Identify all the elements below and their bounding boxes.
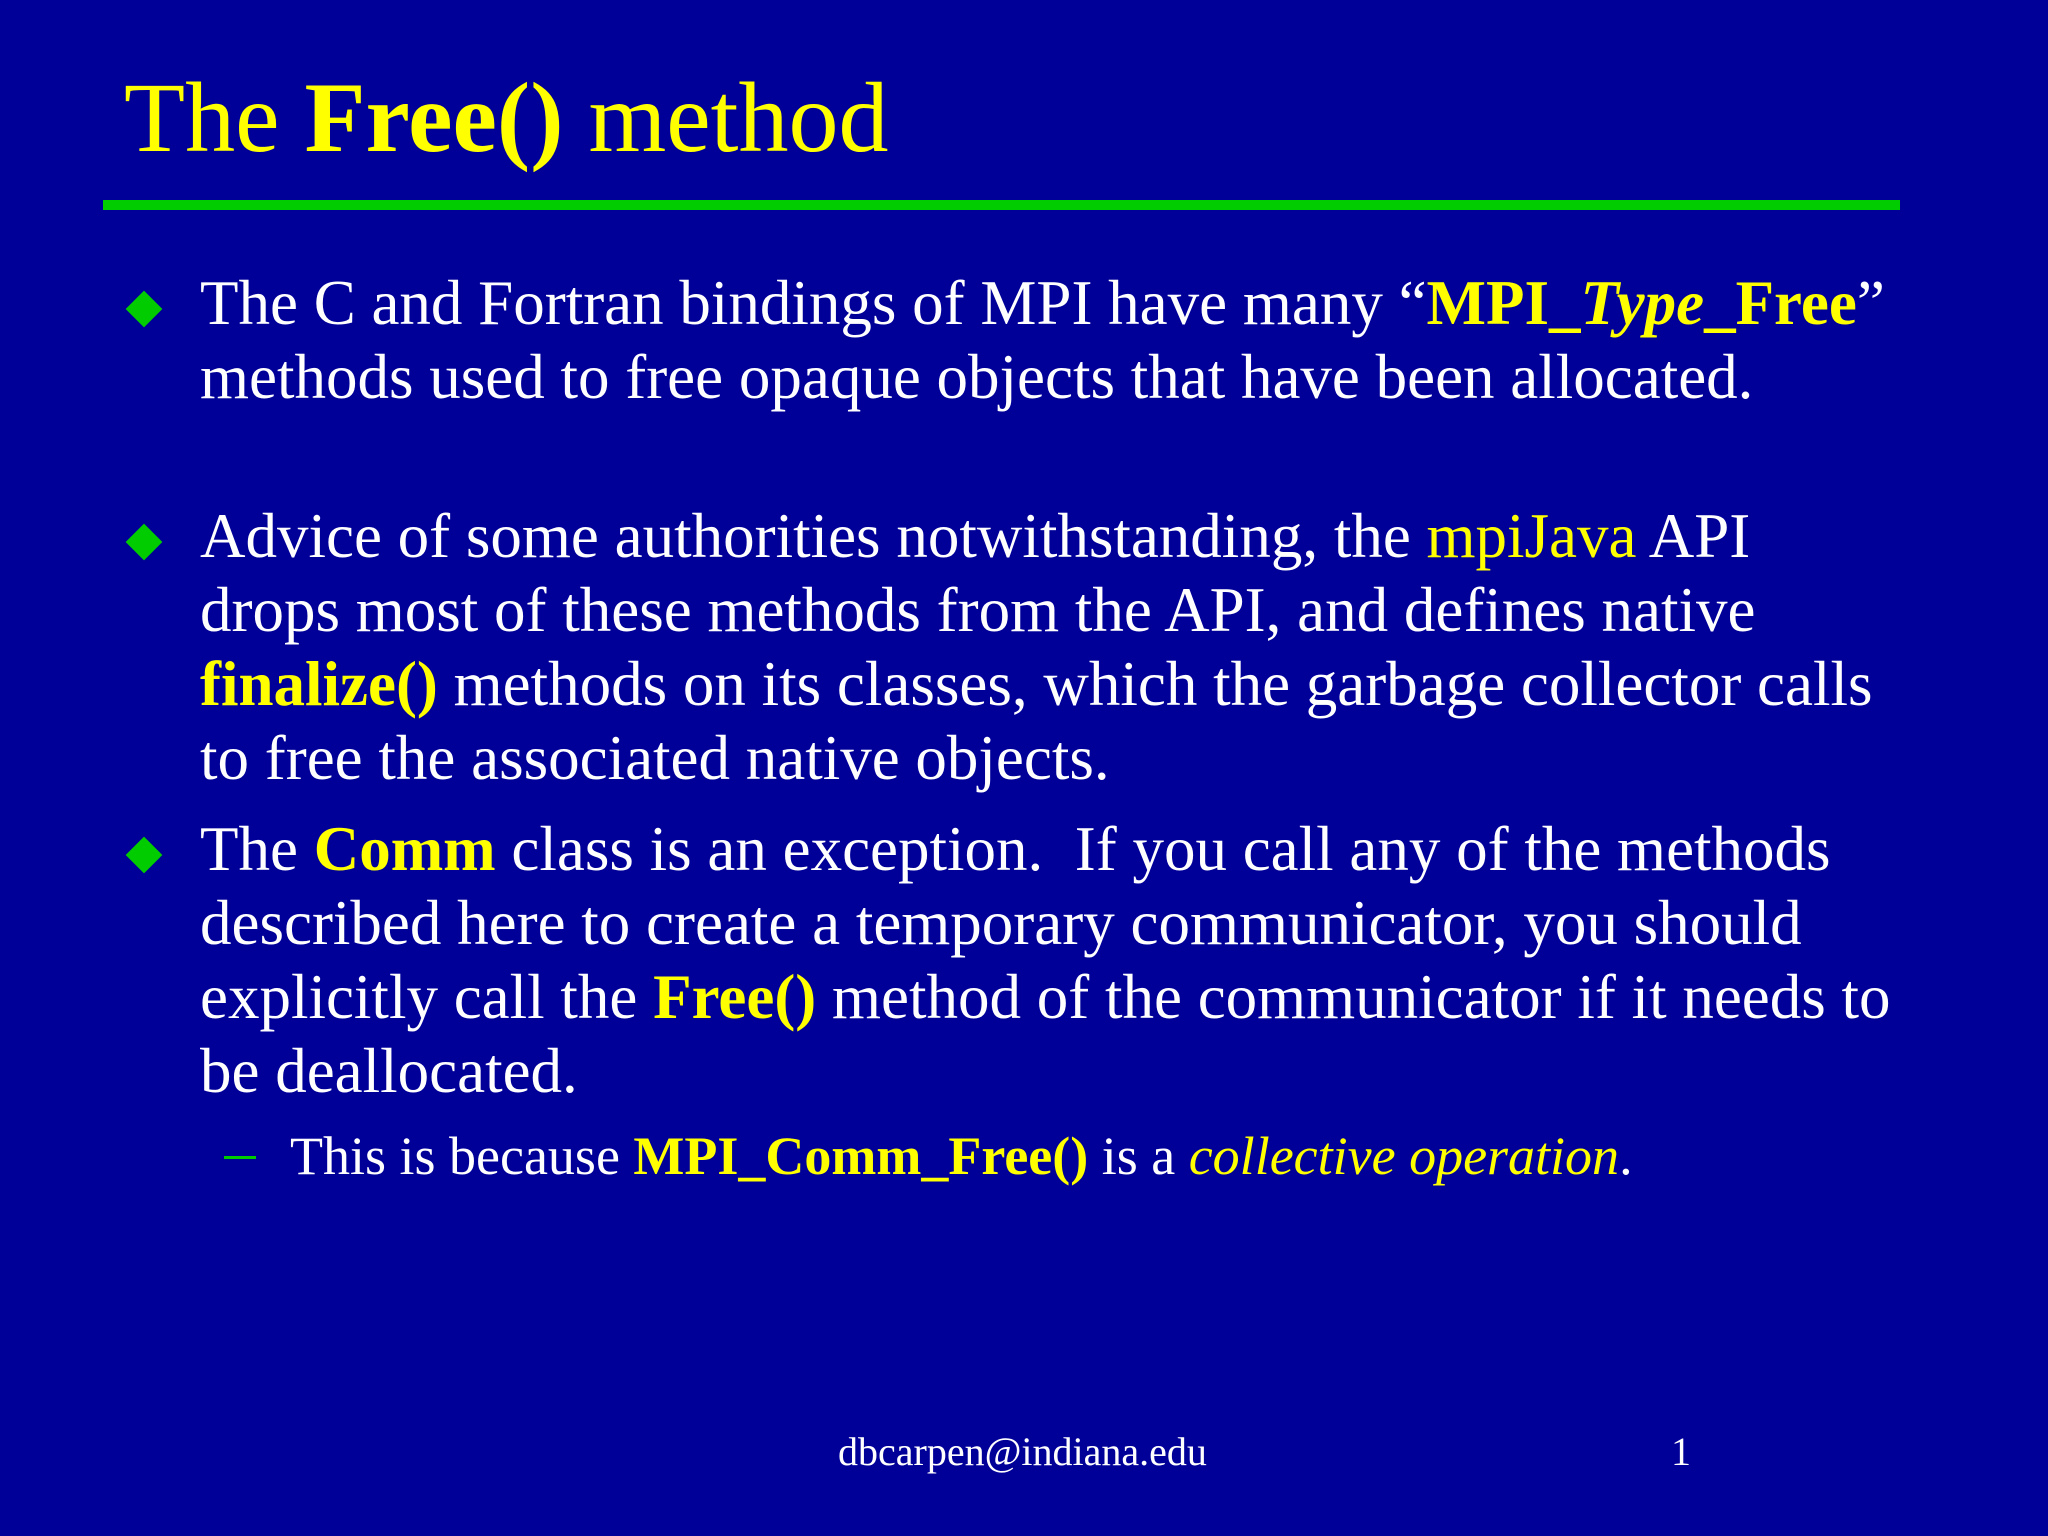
bullet-3-text-a: The — [200, 814, 314, 884]
sub-bullet-collective-operation: collective operation — [1188, 1126, 1620, 1186]
footer-page-number: 1 — [1671, 1429, 1691, 1474]
bullet-2-text-b: API drops most of these methods from the API, and defines native — [200, 501, 1756, 645]
sub-bullet-period: . — [1619, 1126, 1633, 1186]
bullet-1-code-mpi: MPI_ — [1426, 268, 1581, 338]
bullet-diamond-icon — [126, 837, 163, 874]
sub-bullet-text-b: is a — [1088, 1126, 1189, 1186]
bullet-3-text-c: method of the communicator if it needs to be deallocated. — [200, 962, 1891, 1106]
title-post: method — [563, 62, 889, 173]
bullet-item-3 — [200, 812, 1900, 1108]
bullet-1-code-type: Type — [1580, 268, 1705, 338]
title-underline-rule — [103, 200, 1900, 210]
title-bold: Free() — [304, 62, 564, 173]
bullet-2-text-c: methods on its classes, which the garbage collector calls to free the associated native objects. — [200, 649, 1873, 793]
bullet-3-code-comm: Comm — [313, 814, 496, 884]
bullet-item-2 — [200, 499, 1900, 795]
bullet-diamond-icon — [126, 524, 163, 561]
sub-bullet-dash-icon — [224, 1156, 256, 1159]
bullet-3-code-free: Free() — [653, 962, 817, 1032]
sub-bullet-code-comm-free: MPI_Comm_Free() — [633, 1126, 1089, 1186]
bullet-diamond-icon — [126, 291, 163, 328]
sub-bullet-item — [290, 1124, 1890, 1188]
title-pre: The — [124, 62, 305, 173]
bullet-2-code-finalize: finalize() — [200, 649, 438, 719]
bullet-1-code-free: _Free — [1704, 268, 1857, 338]
sub-bullet-text-a: This is because — [290, 1126, 634, 1186]
footer-email: dbcarpen@indiana.edu — [838, 1429, 1207, 1474]
slide-title — [124, 58, 888, 178]
bullet-item-1 — [200, 266, 1900, 414]
bullet-1-text-b: ” methods used to free opaque objects that have been allocated. — [200, 268, 1885, 412]
bullet-2-text-a: Advice of some authorities notwithstanding, the — [200, 501, 1427, 571]
bullet-1-text-a: The C and Fortran bindings of MPI have many “ — [200, 268, 1427, 338]
bullet-3-text-b: class is an exception. If you call any of the methods described here to create a temporary communicator, you should explicitly call the — [200, 814, 1831, 1032]
bullet-2-mpijava: mpiJava — [1426, 501, 1637, 571]
